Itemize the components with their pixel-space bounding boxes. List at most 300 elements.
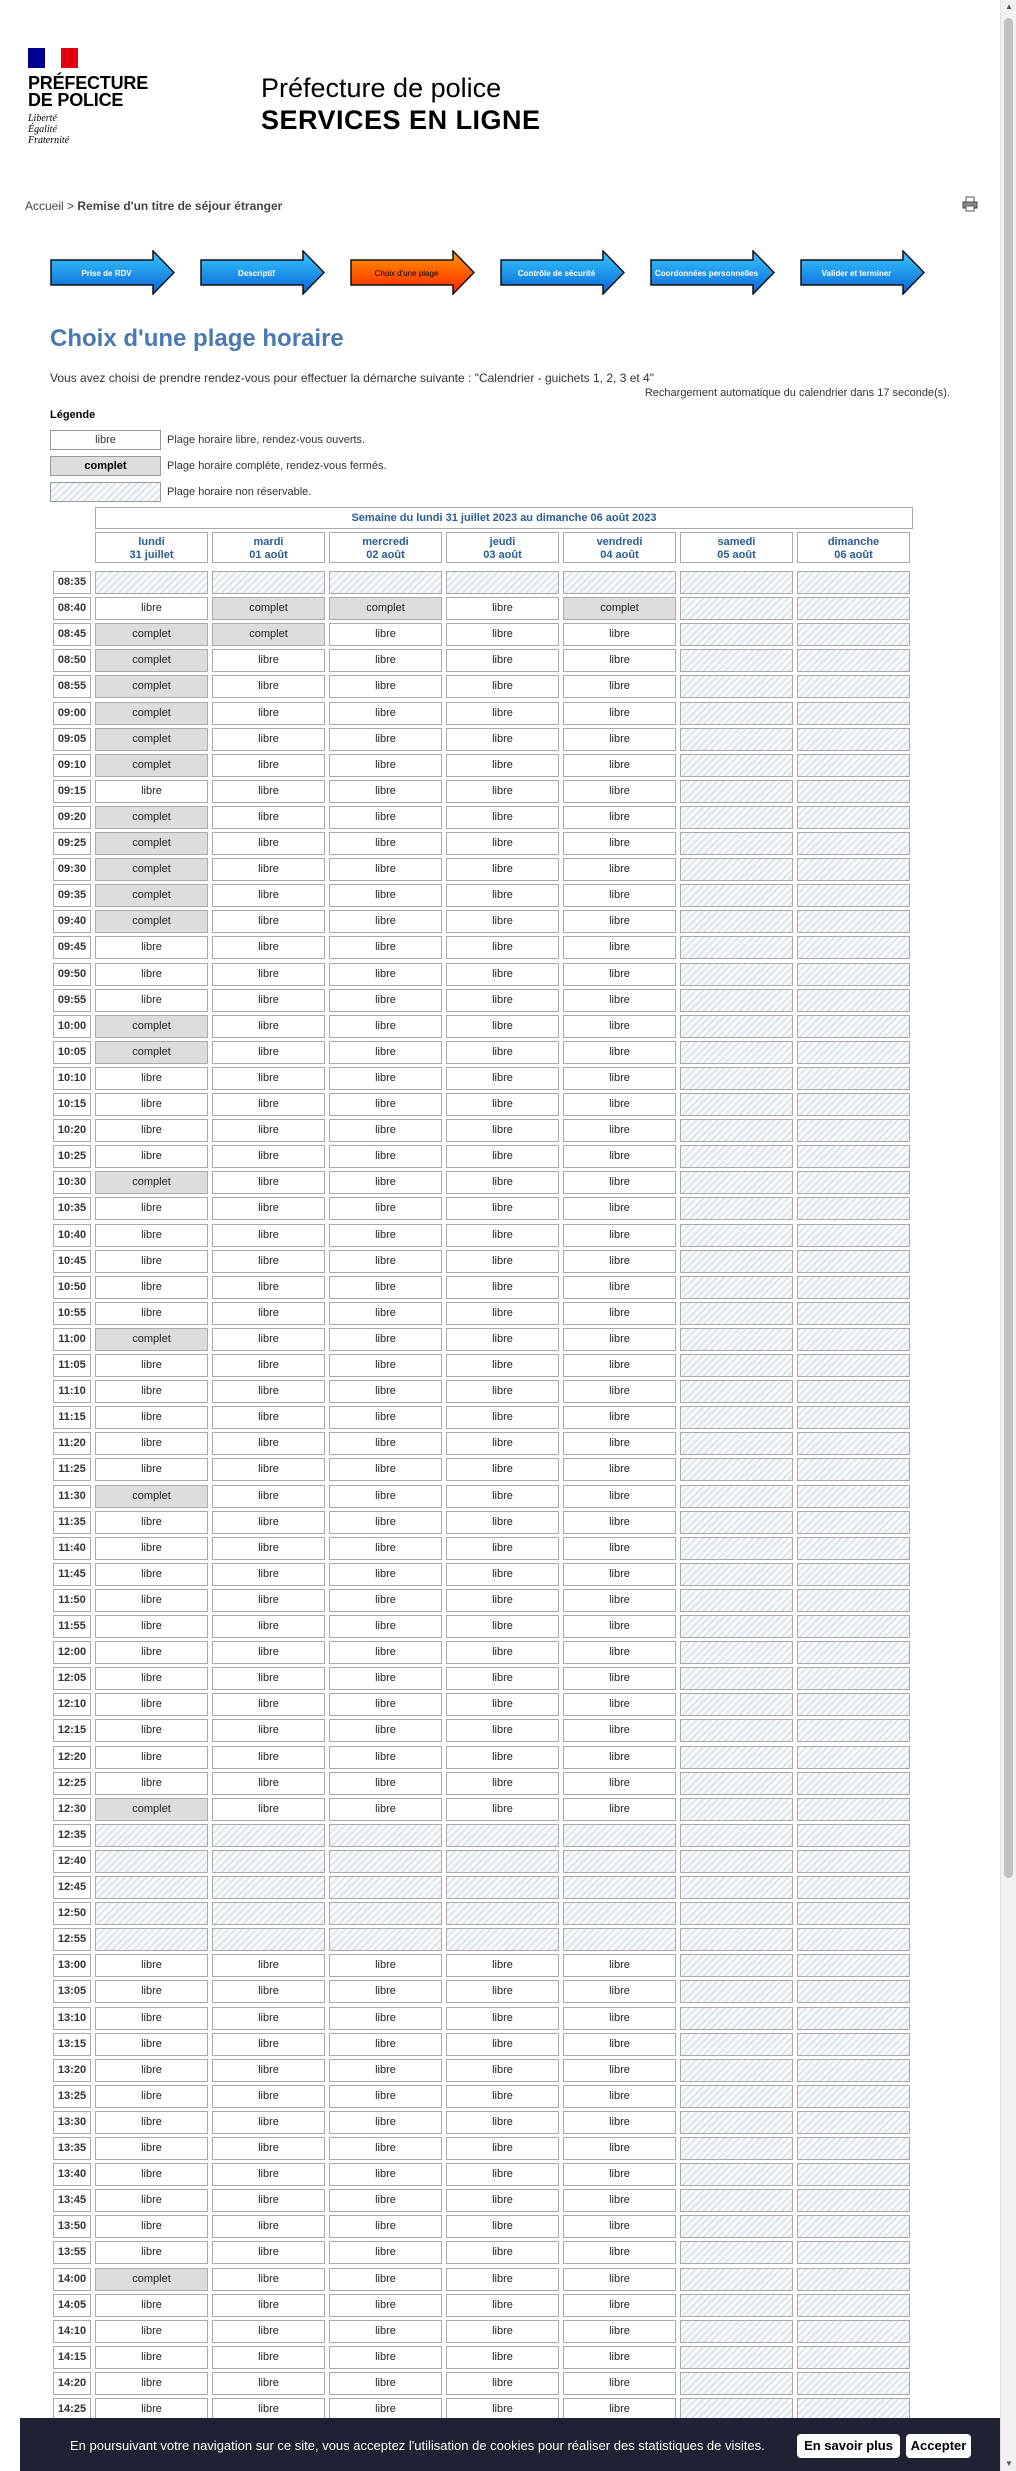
- slot-libre[interactable]: libre: [212, 832, 325, 855]
- slot-libre[interactable]: libre: [212, 858, 325, 881]
- slot-libre[interactable]: libre: [446, 1171, 559, 1194]
- slot-libre[interactable]: libre: [563, 2294, 676, 2317]
- slot-libre[interactable]: libre: [329, 884, 442, 907]
- slot-libre[interactable]: libre: [329, 1302, 442, 1325]
- slot-libre[interactable]: libre: [446, 1432, 559, 1455]
- slot-libre[interactable]: libre: [563, 1667, 676, 1690]
- slot-libre[interactable]: libre: [95, 2398, 208, 2421]
- slot-libre[interactable]: libre: [212, 1798, 325, 1821]
- slot-libre[interactable]: libre: [95, 2137, 208, 2160]
- slot-libre[interactable]: libre: [329, 2398, 442, 2421]
- scroll-up-icon[interactable]: ▲: [1005, 2, 1013, 11]
- slot-libre[interactable]: libre: [563, 1511, 676, 1534]
- slot-libre[interactable]: libre: [446, 963, 559, 986]
- slot-libre[interactable]: libre: [563, 649, 676, 672]
- slot-libre[interactable]: libre: [212, 1145, 325, 1168]
- prefecture-logo[interactable]: [28, 48, 158, 158]
- slot-libre[interactable]: libre: [563, 1145, 676, 1168]
- slot-libre[interactable]: libre: [446, 1406, 559, 1429]
- slot-libre[interactable]: libre: [563, 1537, 676, 1560]
- slot-libre[interactable]: libre: [329, 806, 442, 829]
- slot-libre[interactable]: libre: [212, 2059, 325, 2082]
- slot-libre[interactable]: libre: [95, 1693, 208, 1716]
- slot-libre[interactable]: libre: [212, 1719, 325, 1742]
- slot-libre[interactable]: libre: [563, 2137, 676, 2160]
- slot-libre[interactable]: libre: [95, 2111, 208, 2134]
- slot-libre[interactable]: libre: [446, 2398, 559, 2421]
- slot-libre[interactable]: libre: [329, 1406, 442, 1429]
- slot-libre[interactable]: libre: [446, 2137, 559, 2160]
- slot-libre[interactable]: libre: [212, 2085, 325, 2108]
- slot-libre[interactable]: libre: [446, 649, 559, 672]
- slot-libre[interactable]: libre: [563, 1302, 676, 1325]
- slot-libre[interactable]: libre: [563, 1354, 676, 1377]
- slot-libre[interactable]: libre: [563, 1693, 676, 1716]
- breadcrumb-home-link[interactable]: Accueil: [25, 199, 64, 213]
- slot-libre[interactable]: libre: [446, 2007, 559, 2030]
- slot-libre[interactable]: libre: [212, 2398, 325, 2421]
- slot-libre[interactable]: libre: [329, 1511, 442, 1534]
- slot-libre[interactable]: libre: [446, 1693, 559, 1716]
- slot-libre[interactable]: libre: [446, 1145, 559, 1168]
- slot-libre[interactable]: libre: [95, 1145, 208, 1168]
- slot-libre[interactable]: libre: [563, 623, 676, 646]
- slot-libre[interactable]: libre: [563, 1406, 676, 1429]
- slot-libre[interactable]: libre: [446, 910, 559, 933]
- slot-libre[interactable]: libre: [212, 1980, 325, 2003]
- slot-libre[interactable]: libre: [446, 2111, 559, 2134]
- slot-libre[interactable]: libre: [446, 1980, 559, 2003]
- slot-libre[interactable]: libre: [329, 2372, 442, 2395]
- slot-libre[interactable]: libre: [329, 1041, 442, 1064]
- slot-libre[interactable]: libre: [212, 2163, 325, 2186]
- slot-libre[interactable]: libre: [329, 2268, 442, 2291]
- slot-libre[interactable]: libre: [446, 2294, 559, 2317]
- slot-libre[interactable]: libre: [212, 1432, 325, 1455]
- slot-libre[interactable]: libre: [212, 1406, 325, 1429]
- slot-libre[interactable]: libre: [563, 1380, 676, 1403]
- slot-libre[interactable]: libre: [329, 1197, 442, 1220]
- slot-libre[interactable]: libre: [446, 2085, 559, 2108]
- slot-libre[interactable]: libre: [95, 2320, 208, 2343]
- slot-libre[interactable]: libre: [95, 1980, 208, 2003]
- slot-libre[interactable]: libre: [446, 675, 559, 698]
- slot-libre[interactable]: libre: [563, 1093, 676, 1116]
- slot-libre[interactable]: libre: [212, 806, 325, 829]
- slot-libre[interactable]: libre: [329, 1250, 442, 1273]
- slot-libre[interactable]: libre: [329, 780, 442, 803]
- slot-libre[interactable]: libre: [446, 2215, 559, 2238]
- slot-libre[interactable]: libre: [329, 1328, 442, 1351]
- slot-libre[interactable]: libre: [446, 806, 559, 829]
- slot-libre[interactable]: libre: [446, 2189, 559, 2212]
- slot-libre[interactable]: libre: [95, 2294, 208, 2317]
- slot-libre[interactable]: libre: [212, 1276, 325, 1299]
- slot-libre[interactable]: libre: [212, 1667, 325, 1690]
- slot-libre[interactable]: libre: [212, 2215, 325, 2238]
- slot-libre[interactable]: libre: [563, 1250, 676, 1273]
- slot-libre[interactable]: libre: [446, 1458, 559, 1481]
- slot-libre[interactable]: libre: [212, 675, 325, 698]
- slot-libre[interactable]: libre: [95, 2085, 208, 2108]
- slot-libre[interactable]: libre: [329, 2346, 442, 2369]
- slot-libre[interactable]: libre: [212, 1354, 325, 1377]
- slot-libre[interactable]: libre: [563, 1798, 676, 1821]
- slot-libre[interactable]: libre: [563, 2320, 676, 2343]
- slot-libre[interactable]: libre: [446, 1119, 559, 1142]
- slot-libre[interactable]: libre: [95, 1667, 208, 1690]
- slot-libre[interactable]: libre: [329, 2241, 442, 2264]
- slot-libre[interactable]: libre: [446, 1041, 559, 1064]
- slot-libre[interactable]: libre: [329, 1119, 442, 1142]
- slot-libre[interactable]: libre: [446, 1276, 559, 1299]
- slot-libre[interactable]: libre: [95, 1093, 208, 1116]
- slot-libre[interactable]: libre: [212, 2111, 325, 2134]
- slot-libre[interactable]: libre: [563, 806, 676, 829]
- slot-libre[interactable]: libre: [329, 1980, 442, 2003]
- slot-libre[interactable]: libre: [95, 1537, 208, 1560]
- slot-libre[interactable]: libre: [212, 1615, 325, 1638]
- slot-libre[interactable]: libre: [329, 1354, 442, 1377]
- slot-libre[interactable]: libre: [95, 2163, 208, 2186]
- slot-libre[interactable]: libre: [329, 1772, 442, 1795]
- slot-libre[interactable]: libre: [329, 675, 442, 698]
- slot-libre[interactable]: libre: [446, 597, 559, 620]
- slot-libre[interactable]: libre: [329, 1798, 442, 1821]
- slot-libre[interactable]: libre: [212, 780, 325, 803]
- slot-libre[interactable]: libre: [446, 702, 559, 725]
- slot-libre[interactable]: libre: [563, 884, 676, 907]
- slot-libre[interactable]: libre: [95, 1615, 208, 1638]
- slot-libre[interactable]: libre: [212, 728, 325, 751]
- slot-libre[interactable]: libre: [446, 936, 559, 959]
- slot-libre[interactable]: libre: [563, 1067, 676, 1090]
- slot-libre[interactable]: libre: [446, 1589, 559, 1612]
- slot-libre[interactable]: libre: [95, 989, 208, 1012]
- slot-libre[interactable]: libre: [212, 2294, 325, 2317]
- slot-libre[interactable]: libre: [212, 936, 325, 959]
- slot-libre[interactable]: libre: [95, 2033, 208, 2056]
- slot-libre[interactable]: libre: [212, 1380, 325, 1403]
- slot-libre[interactable]: libre: [563, 2163, 676, 2186]
- slot-libre[interactable]: libre: [329, 1954, 442, 1977]
- slot-libre[interactable]: libre: [563, 1589, 676, 1612]
- slot-libre[interactable]: libre: [212, 1328, 325, 1351]
- slot-libre[interactable]: libre: [446, 1772, 559, 1795]
- slot-libre[interactable]: libre: [212, 2320, 325, 2343]
- slot-libre[interactable]: libre: [95, 2059, 208, 2082]
- slot-libre[interactable]: libre: [446, 1485, 559, 1508]
- slot-libre[interactable]: libre: [212, 1119, 325, 1142]
- slot-libre[interactable]: libre: [329, 1015, 442, 1038]
- slot-libre[interactable]: libre: [212, 1693, 325, 1716]
- slot-libre[interactable]: libre: [95, 1119, 208, 1142]
- slot-libre[interactable]: libre: [446, 780, 559, 803]
- slot-libre[interactable]: libre: [446, 754, 559, 777]
- slot-libre[interactable]: libre: [95, 1772, 208, 1795]
- slot-libre[interactable]: libre: [563, 2189, 676, 2212]
- slot-libre[interactable]: libre: [563, 1772, 676, 1795]
- scroll-down-icon[interactable]: ▼: [1005, 2459, 1013, 2468]
- slot-libre[interactable]: libre: [212, 2007, 325, 2030]
- slot-libre[interactable]: libre: [329, 1641, 442, 1664]
- slot-libre[interactable]: libre: [563, 936, 676, 959]
- slot-libre[interactable]: libre: [329, 910, 442, 933]
- slot-libre[interactable]: libre: [212, 1537, 325, 1560]
- slot-libre[interactable]: libre: [563, 728, 676, 751]
- slot-libre[interactable]: libre: [95, 2372, 208, 2395]
- slot-libre[interactable]: libre: [563, 754, 676, 777]
- printer-icon[interactable]: [962, 196, 978, 212]
- slot-libre[interactable]: libre: [446, 2241, 559, 2264]
- slot-libre[interactable]: libre: [329, 1615, 442, 1638]
- slot-libre[interactable]: libre: [212, 754, 325, 777]
- slot-libre[interactable]: libre: [563, 2059, 676, 2082]
- slot-libre[interactable]: libre: [212, 1197, 325, 1220]
- slot-libre[interactable]: libre: [329, 2059, 442, 2082]
- slot-libre[interactable]: libre: [446, 858, 559, 881]
- slot-libre[interactable]: libre: [329, 2215, 442, 2238]
- slot-libre[interactable]: libre: [329, 2111, 442, 2134]
- slot-libre[interactable]: libre: [212, 2372, 325, 2395]
- slot-libre[interactable]: libre: [212, 1093, 325, 1116]
- slot-libre[interactable]: libre: [329, 1380, 442, 1403]
- slot-libre[interactable]: libre: [95, 1719, 208, 1742]
- slot-libre[interactable]: libre: [563, 2372, 676, 2395]
- slot-libre[interactable]: libre: [212, 1746, 325, 1769]
- slot-libre[interactable]: libre: [329, 1537, 442, 1560]
- slot-libre[interactable]: libre: [563, 2111, 676, 2134]
- slot-libre[interactable]: libre: [446, 989, 559, 1012]
- slot-libre[interactable]: libre: [95, 1224, 208, 1247]
- slot-libre[interactable]: libre: [329, 1067, 442, 1090]
- slot-libre[interactable]: libre: [329, 649, 442, 672]
- slot-libre[interactable]: libre: [446, 1197, 559, 1220]
- slot-libre[interactable]: libre: [563, 2007, 676, 2030]
- slot-libre[interactable]: libre: [329, 2163, 442, 2186]
- slot-libre[interactable]: libre: [212, 1641, 325, 1664]
- slot-libre[interactable]: libre: [329, 728, 442, 751]
- slot-libre[interactable]: libre: [329, 1432, 442, 1455]
- scroll-thumb[interactable]: [1004, 18, 1013, 1878]
- slot-libre[interactable]: libre: [446, 2059, 559, 2082]
- slot-libre[interactable]: libre: [95, 597, 208, 620]
- slot-libre[interactable]: libre: [563, 1197, 676, 1220]
- slot-libre[interactable]: libre: [95, 1380, 208, 1403]
- slot-libre[interactable]: libre: [563, 1276, 676, 1299]
- slot-libre[interactable]: libre: [95, 1302, 208, 1325]
- slot-libre[interactable]: libre: [446, 2372, 559, 2395]
- slot-libre[interactable]: libre: [446, 1746, 559, 1769]
- slot-libre[interactable]: libre: [446, 2033, 559, 2056]
- slot-libre[interactable]: libre: [212, 2033, 325, 2056]
- slot-libre[interactable]: libre: [446, 832, 559, 855]
- slot-libre[interactable]: libre: [563, 2085, 676, 2108]
- slot-libre[interactable]: libre: [563, 2241, 676, 2264]
- slot-libre[interactable]: libre: [563, 832, 676, 855]
- slot-libre[interactable]: libre: [563, 963, 676, 986]
- slot-libre[interactable]: libre: [329, 1746, 442, 1769]
- slot-libre[interactable]: libre: [95, 1197, 208, 1220]
- slot-libre[interactable]: libre: [563, 1458, 676, 1481]
- slot-libre[interactable]: libre: [329, 2007, 442, 2030]
- slot-libre[interactable]: libre: [446, 1615, 559, 1638]
- slot-libre[interactable]: libre: [446, 2346, 559, 2369]
- slot-libre[interactable]: libre: [212, 1224, 325, 1247]
- slot-libre[interactable]: libre: [329, 1145, 442, 1168]
- slot-libre[interactable]: libre: [563, 1719, 676, 1742]
- slot-libre[interactable]: libre: [563, 1746, 676, 1769]
- slot-libre[interactable]: libre: [95, 1354, 208, 1377]
- slot-libre[interactable]: libre: [212, 989, 325, 1012]
- slot-libre[interactable]: libre: [329, 2137, 442, 2160]
- slot-libre[interactable]: libre: [212, 1302, 325, 1325]
- slot-libre[interactable]: libre: [563, 1641, 676, 1664]
- slot-libre[interactable]: libre: [329, 1589, 442, 1612]
- slot-libre[interactable]: libre: [329, 1719, 442, 1742]
- slot-libre[interactable]: libre: [95, 1276, 208, 1299]
- slot-libre[interactable]: libre: [446, 1537, 559, 1560]
- slot-libre[interactable]: libre: [446, 1641, 559, 1664]
- slot-libre[interactable]: libre: [212, 1067, 325, 1090]
- slot-libre[interactable]: libre: [563, 858, 676, 881]
- slot-libre[interactable]: libre: [446, 1798, 559, 1821]
- slot-libre[interactable]: libre: [95, 1641, 208, 1664]
- slot-libre[interactable]: libre: [212, 649, 325, 672]
- slot-libre[interactable]: libre: [329, 1276, 442, 1299]
- scrollbar[interactable]: [1000, 0, 1016, 2471]
- slot-libre[interactable]: libre: [95, 936, 208, 959]
- slot-libre[interactable]: libre: [563, 1171, 676, 1194]
- slot-libre[interactable]: libre: [329, 1171, 442, 1194]
- slot-libre[interactable]: libre: [329, 1693, 442, 1716]
- slot-libre[interactable]: libre: [563, 989, 676, 1012]
- slot-libre[interactable]: libre: [563, 1328, 676, 1351]
- slot-libre[interactable]: libre: [329, 832, 442, 855]
- slot-libre[interactable]: libre: [563, 675, 676, 698]
- slot-libre[interactable]: libre: [212, 963, 325, 986]
- slot-libre[interactable]: libre: [212, 1458, 325, 1481]
- slot-libre[interactable]: libre: [329, 2033, 442, 2056]
- slot-libre[interactable]: libre: [212, 1954, 325, 1977]
- slot-libre[interactable]: libre: [446, 1328, 559, 1351]
- slot-libre[interactable]: libre: [329, 702, 442, 725]
- slot-libre[interactable]: libre: [95, 2007, 208, 2030]
- slot-libre[interactable]: libre: [329, 1667, 442, 1690]
- slot-libre[interactable]: libre: [95, 780, 208, 803]
- slot-libre[interactable]: libre: [212, 884, 325, 907]
- slot-libre[interactable]: libre: [563, 1041, 676, 1064]
- slot-libre[interactable]: libre: [212, 2241, 325, 2264]
- slot-libre[interactable]: libre: [95, 963, 208, 986]
- slot-libre[interactable]: libre: [446, 1093, 559, 1116]
- slot-libre[interactable]: libre: [446, 1667, 559, 1690]
- slot-libre[interactable]: libre: [212, 1772, 325, 1795]
- slot-libre[interactable]: libre: [95, 1511, 208, 1534]
- slot-libre[interactable]: libre: [95, 1067, 208, 1090]
- slot-libre[interactable]: libre: [329, 754, 442, 777]
- slot-libre[interactable]: libre: [329, 623, 442, 646]
- slot-libre[interactable]: libre: [446, 1511, 559, 1534]
- slot-libre[interactable]: libre: [95, 1563, 208, 1586]
- slot-libre[interactable]: libre: [329, 2085, 442, 2108]
- slot-libre[interactable]: libre: [563, 780, 676, 803]
- slot-libre[interactable]: libre: [212, 1563, 325, 1586]
- slot-libre[interactable]: libre: [563, 1615, 676, 1638]
- slot-libre[interactable]: libre: [563, 1432, 676, 1455]
- slot-libre[interactable]: libre: [563, 2346, 676, 2369]
- slot-libre[interactable]: libre: [563, 1224, 676, 1247]
- slot-libre[interactable]: libre: [95, 2346, 208, 2369]
- slot-libre[interactable]: libre: [563, 1015, 676, 1038]
- slot-libre[interactable]: libre: [95, 1250, 208, 1273]
- slot-libre[interactable]: libre: [446, 728, 559, 751]
- slot-libre[interactable]: libre: [329, 989, 442, 1012]
- slot-libre[interactable]: libre: [563, 1485, 676, 1508]
- cookie-more-button[interactable]: En savoir plus: [797, 2434, 900, 2458]
- slot-libre[interactable]: libre: [212, 1250, 325, 1273]
- slot-libre[interactable]: libre: [329, 1093, 442, 1116]
- slot-libre[interactable]: libre: [329, 1224, 442, 1247]
- slot-libre[interactable]: libre: [329, 2294, 442, 2317]
- slot-libre[interactable]: libre: [329, 2189, 442, 2212]
- slot-libre[interactable]: libre: [446, 1719, 559, 1742]
- slot-libre[interactable]: libre: [212, 1589, 325, 1612]
- slot-libre[interactable]: libre: [446, 1250, 559, 1273]
- slot-libre[interactable]: libre: [446, 1380, 559, 1403]
- slot-libre[interactable]: libre: [95, 2241, 208, 2264]
- slot-libre[interactable]: libre: [212, 1511, 325, 1534]
- slot-libre[interactable]: libre: [563, 1954, 676, 1977]
- slot-libre[interactable]: libre: [563, 1980, 676, 2003]
- slot-libre[interactable]: libre: [329, 936, 442, 959]
- slot-libre[interactable]: libre: [446, 1015, 559, 1038]
- slot-libre[interactable]: libre: [446, 2320, 559, 2343]
- slot-libre[interactable]: libre: [212, 1015, 325, 1038]
- slot-libre[interactable]: libre: [95, 1458, 208, 1481]
- slot-libre[interactable]: libre: [212, 2268, 325, 2291]
- slot-libre[interactable]: libre: [329, 2320, 442, 2343]
- slot-libre[interactable]: libre: [563, 2398, 676, 2421]
- slot-libre[interactable]: libre: [446, 1067, 559, 1090]
- slot-libre[interactable]: libre: [446, 1302, 559, 1325]
- slot-libre[interactable]: libre: [329, 1458, 442, 1481]
- slot-libre[interactable]: libre: [446, 623, 559, 646]
- slot-libre[interactable]: libre: [446, 2163, 559, 2186]
- slot-libre[interactable]: libre: [212, 910, 325, 933]
- slot-libre[interactable]: libre: [329, 1485, 442, 1508]
- slot-libre[interactable]: libre: [329, 858, 442, 881]
- slot-libre[interactable]: libre: [95, 1746, 208, 1769]
- slot-libre[interactable]: libre: [563, 910, 676, 933]
- slot-libre[interactable]: libre: [563, 2268, 676, 2291]
- slot-libre[interactable]: libre: [446, 2268, 559, 2291]
- slot-libre[interactable]: libre: [212, 1485, 325, 1508]
- slot-libre[interactable]: libre: [329, 1563, 442, 1586]
- slot-libre[interactable]: libre: [212, 2346, 325, 2369]
- slot-libre[interactable]: libre: [446, 1563, 559, 1586]
- slot-libre[interactable]: libre: [95, 2189, 208, 2212]
- slot-libre[interactable]: libre: [446, 1954, 559, 1977]
- slot-libre[interactable]: libre: [446, 884, 559, 907]
- slot-libre[interactable]: libre: [95, 1432, 208, 1455]
- slot-libre[interactable]: libre: [212, 1041, 325, 1064]
- slot-libre[interactable]: libre: [563, 2033, 676, 2056]
- slot-libre[interactable]: libre: [95, 1406, 208, 1429]
- slot-libre[interactable]: libre: [95, 1589, 208, 1612]
- slot-libre[interactable]: libre: [446, 1224, 559, 1247]
- slot-libre[interactable]: libre: [212, 702, 325, 725]
